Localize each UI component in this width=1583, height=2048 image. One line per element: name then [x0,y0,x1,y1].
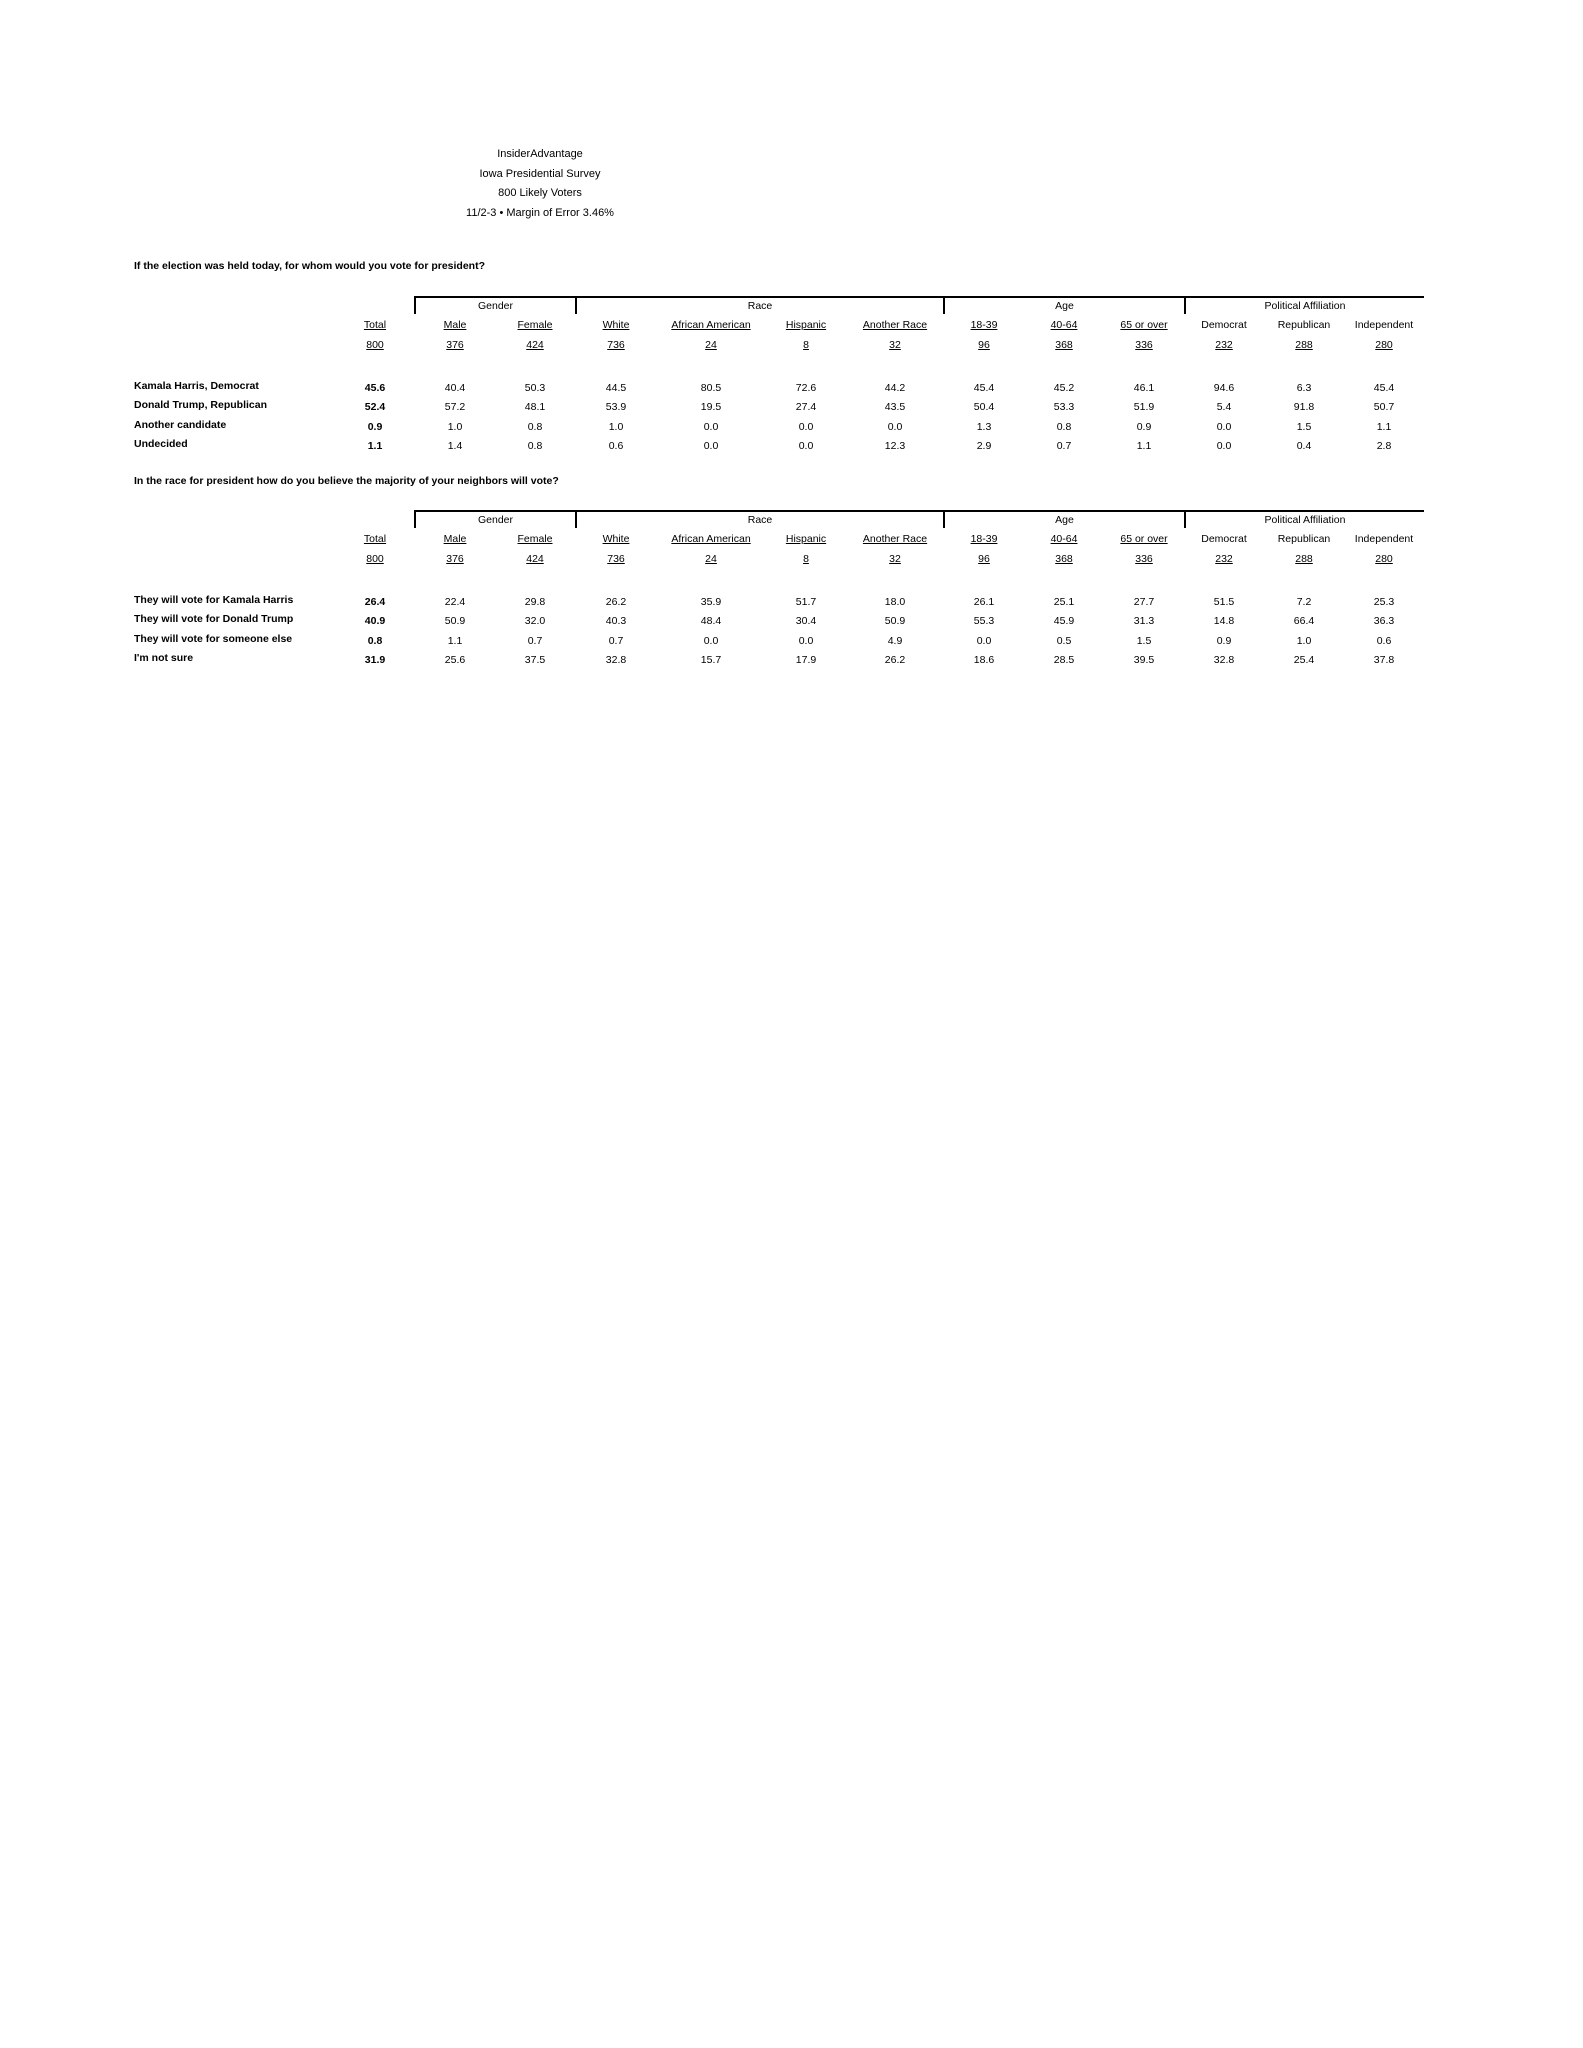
q1-cell: 0.0 [1216,421,1232,433]
q2-row-label: I'm not sure [134,652,194,664]
q1-col-base-n: 376 [446,339,464,351]
q1-cell: 1.1 [367,440,383,452]
q1-col-label: Republican [1277,319,1331,331]
q1-row-label: Another candidate [134,419,227,431]
q2-col-label: 40-64 [1050,533,1078,545]
q2-cell: 26.2 [605,596,627,608]
q1-group-political-affiliation: Political Affiliation [1184,296,1424,314]
q1-cell: 44.2 [884,382,906,394]
q2-cell: 0.0 [703,635,719,647]
q1-cell: 27.4 [795,401,817,413]
q1-col-label: African American [671,319,751,331]
q1-cell: 1.1 [1136,440,1152,452]
q1-col-label: White [602,319,630,331]
q1-cell: 0.9 [1136,421,1152,433]
q2-cell: 25.3 [1373,596,1395,608]
q1-cell: 50.7 [1373,401,1395,413]
header-sample: 800 Likely Voters [498,187,582,199]
q2-cell: 50.9 [444,615,466,627]
q2-col-base-n: 424 [526,553,544,565]
q2-group-political-affiliation: Political Affiliation [1184,510,1424,528]
q1-group-age: Age [943,296,1184,314]
q1-cell: 44.5 [605,382,627,394]
q1-cell: 2.9 [976,440,992,452]
q2-row-label: They will vote for Kamala Harris [134,594,294,606]
q2-cell: 35.9 [700,596,722,608]
q2-col-base-n: 232 [1215,553,1233,565]
q2-cell: 25.1 [1053,596,1075,608]
q2-cell: 28.5 [1053,654,1075,666]
q1-cell: 43.5 [884,401,906,413]
q2-cell: 51.5 [1213,596,1235,608]
q2-cell: 36.3 [1373,615,1395,627]
q1-col-base-n: 736 [607,339,625,351]
q2-cell: 40.9 [364,615,386,627]
q2-cell: 39.5 [1133,654,1155,666]
q1-cell: 0.0 [1216,440,1232,452]
q2-col-label: Total [363,533,387,545]
q1-cell: 45.2 [1053,382,1075,394]
q1-cell: 12.3 [884,440,906,452]
q1-cell: 0.0 [798,440,814,452]
q1-row-label: Donald Trump, Republican [134,399,268,411]
q2-col-label: Female [517,533,553,545]
q2-col-label: White [602,533,630,545]
q2-col-label: 18-39 [970,533,998,545]
q2-row-label: They will vote for Donald Trump [134,613,294,625]
q1-col-label: 18-39 [970,319,998,331]
q2-group-age: Age [943,510,1184,528]
q2-cell: 7.2 [1296,596,1312,608]
q2-col-label: 65 or over [1120,533,1168,545]
q1-col-label: Hispanic [785,319,827,331]
q1-cell: 1.3 [976,421,992,433]
q1-cell: 0.0 [798,421,814,433]
q2-cell: 4.9 [887,635,903,647]
header-dates-moe: 11/2-3 • Margin of Error 3.46% [466,206,614,219]
q2-cell: 31.3 [1133,615,1155,627]
q2-group-race: Race [575,510,943,528]
q1-col-base-n: 368 [1055,339,1073,351]
q2-col-base-n: 8 [803,553,809,565]
header-survey: Iowa Presidential Survey [479,167,601,180]
q2-col-base-n: 376 [446,553,464,565]
q1-cell: 0.9 [367,421,383,433]
q1-cell: 52.4 [364,401,386,413]
report-header [420,145,660,223]
q1-col-base-n: 24 [705,339,717,351]
q1-cell: 0.8 [527,421,543,433]
q2-cell: 0.5 [1056,635,1072,647]
q1-cell: 0.4 [1296,440,1312,452]
q1-group-gender: Gender [414,296,575,314]
q2-group-gender: Gender [414,510,575,528]
q2-col-label: Hispanic [785,533,827,545]
q2-cell: 27.7 [1133,596,1155,608]
q1-cell: 0.0 [703,440,719,452]
q1-col-base-n: 8 [803,339,809,351]
q1-cell: 51.9 [1133,401,1155,413]
q2-row-label: They will vote for someone else [134,633,293,645]
q2-col-base-n: 24 [705,553,717,565]
q1-col-base-n: 336 [1135,339,1153,351]
q2-cell: 26.1 [973,596,995,608]
header-org: InsiderAdvantage [497,148,583,160]
q2-col-label: Republican [1277,533,1331,545]
q2-cell: 51.7 [795,596,817,608]
q2-cell: 0.7 [608,635,624,647]
q1-cell: 94.6 [1213,382,1235,394]
q2-cell: 26.4 [364,596,386,608]
q2-cell: 29.8 [524,596,546,608]
q2-cell: 0.9 [1216,635,1232,647]
q2-cell: 0.6 [1376,635,1392,647]
q2-col-label: Another Race [862,533,928,545]
q1-cell: 50.3 [524,382,546,394]
q2-cell: 18.6 [973,654,995,666]
q2-cell: 0.7 [527,635,543,647]
q2-cell: 15.7 [700,654,722,666]
q2-col-base-n: 736 [607,553,625,565]
q2-cell: 55.3 [973,615,995,627]
q1-row-label: Kamala Harris, Democrat [134,380,259,392]
q1-cell: 1.0 [608,421,624,433]
q1-cell: 57.2 [444,401,466,413]
q2-col-base-n: 280 [1375,553,1393,565]
q2-cell: 30.4 [795,615,817,627]
q2-cell: 37.8 [1373,654,1395,666]
q2-col-label: Democrat [1201,533,1247,545]
q2-col-base-n: 336 [1135,553,1153,565]
q1-cell: 1.4 [447,440,463,452]
q1-cell: 19.5 [700,401,722,413]
q2-cell: 26.2 [884,654,906,666]
q2-cell: 0.0 [798,635,814,647]
q1-cell: 48.1 [524,401,546,413]
q2-cell: 1.0 [1296,635,1312,647]
q1-group-race: Race [575,296,943,314]
q2-cell: 32.8 [605,654,627,666]
q1-cell: 46.1 [1133,382,1155,394]
q1-cell: 91.8 [1293,401,1315,413]
q2-cell: 18.0 [884,596,906,608]
q1-cell: 0.7 [1056,440,1072,452]
q1-cell: 0.0 [703,421,719,433]
q1-col-label: Male [443,319,467,331]
q2-cell: 1.1 [447,635,463,647]
q2-cell: 22.4 [444,596,466,608]
q1-col-base-n: 32 [889,339,901,351]
q2-cell: 32.0 [524,615,546,627]
q2-cell: 31.9 [364,654,386,666]
q1-cell: 0.8 [527,440,543,452]
q1-cell: 40.4 [444,382,466,394]
q2-cell: 66.4 [1293,615,1315,627]
q1-cell: 0.6 [608,440,624,452]
q1-col-base-n: 424 [526,339,544,351]
q2-cell: 1.5 [1136,635,1152,647]
q2-cell: 25.6 [444,654,466,666]
q2-cell: 45.9 [1053,615,1075,627]
q2-col-base-n: 32 [889,553,901,565]
q1-cell: 2.8 [1376,440,1392,452]
q1-cell: 45.4 [973,382,995,394]
q2-cell: 48.4 [700,615,722,627]
q1-col-label: Another Race [862,319,928,331]
q1-cell: 0.8 [1056,421,1072,433]
q1-cell: 53.9 [605,401,627,413]
q1-question: If the election was held today, for whom would you vote for president? [134,260,486,272]
q1-row-label: Undecided [134,438,188,450]
q1-cell: 1.1 [1376,421,1392,433]
q2-col-base-n: 288 [1295,553,1313,565]
q2-cell: 37.5 [524,654,546,666]
q1-cell: 6.3 [1296,382,1312,394]
q2-col-label: Independent [1354,533,1414,545]
q1-cell: 45.6 [364,382,386,394]
q2-cell: 40.3 [605,615,627,627]
q1-col-base-n: 96 [978,339,990,351]
q2-cell: 0.0 [976,635,992,647]
q2-cell: 0.8 [367,635,383,647]
q2-question: In the race for president how do you believe the majority of your neighbors will vote? [134,475,559,487]
q2-cell: 25.4 [1293,654,1315,666]
q1-cell: 72.6 [795,382,817,394]
q2-cell: 17.9 [795,654,817,666]
q1-cell: 0.0 [887,421,903,433]
q1-col-base-n: 232 [1215,339,1233,351]
q1-cell: 1.0 [447,421,463,433]
q2-col-base-n: 96 [978,553,990,565]
q1-col-label: Total [363,319,387,331]
q2-cell: 50.9 [884,615,906,627]
q1-col-label: 65 or over [1120,319,1168,331]
q2-col-label: African American [671,533,751,545]
q1-col-label: 40-64 [1050,319,1078,331]
q1-cell: 45.4 [1373,382,1395,394]
q2-col-base-n: 368 [1055,553,1073,565]
q1-cell: 80.5 [700,382,722,394]
q1-col-label: Democrat [1201,319,1247,331]
q1-col-base-n: 800 [366,339,384,351]
q2-cell: 32.8 [1213,654,1235,666]
q1-col-base-n: 280 [1375,339,1393,351]
q2-col-base-n: 800 [366,553,384,565]
q1-cell: 53.3 [1053,401,1075,413]
q1-cell: 5.4 [1216,401,1232,413]
q1-cell: 50.4 [973,401,995,413]
q1-cell: 1.5 [1296,421,1312,433]
q1-col-base-n: 288 [1295,339,1313,351]
q2-cell: 14.8 [1213,615,1235,627]
q2-col-label: Male [443,533,467,545]
q1-col-label: Female [517,319,553,331]
q1-col-label: Independent [1354,319,1414,331]
